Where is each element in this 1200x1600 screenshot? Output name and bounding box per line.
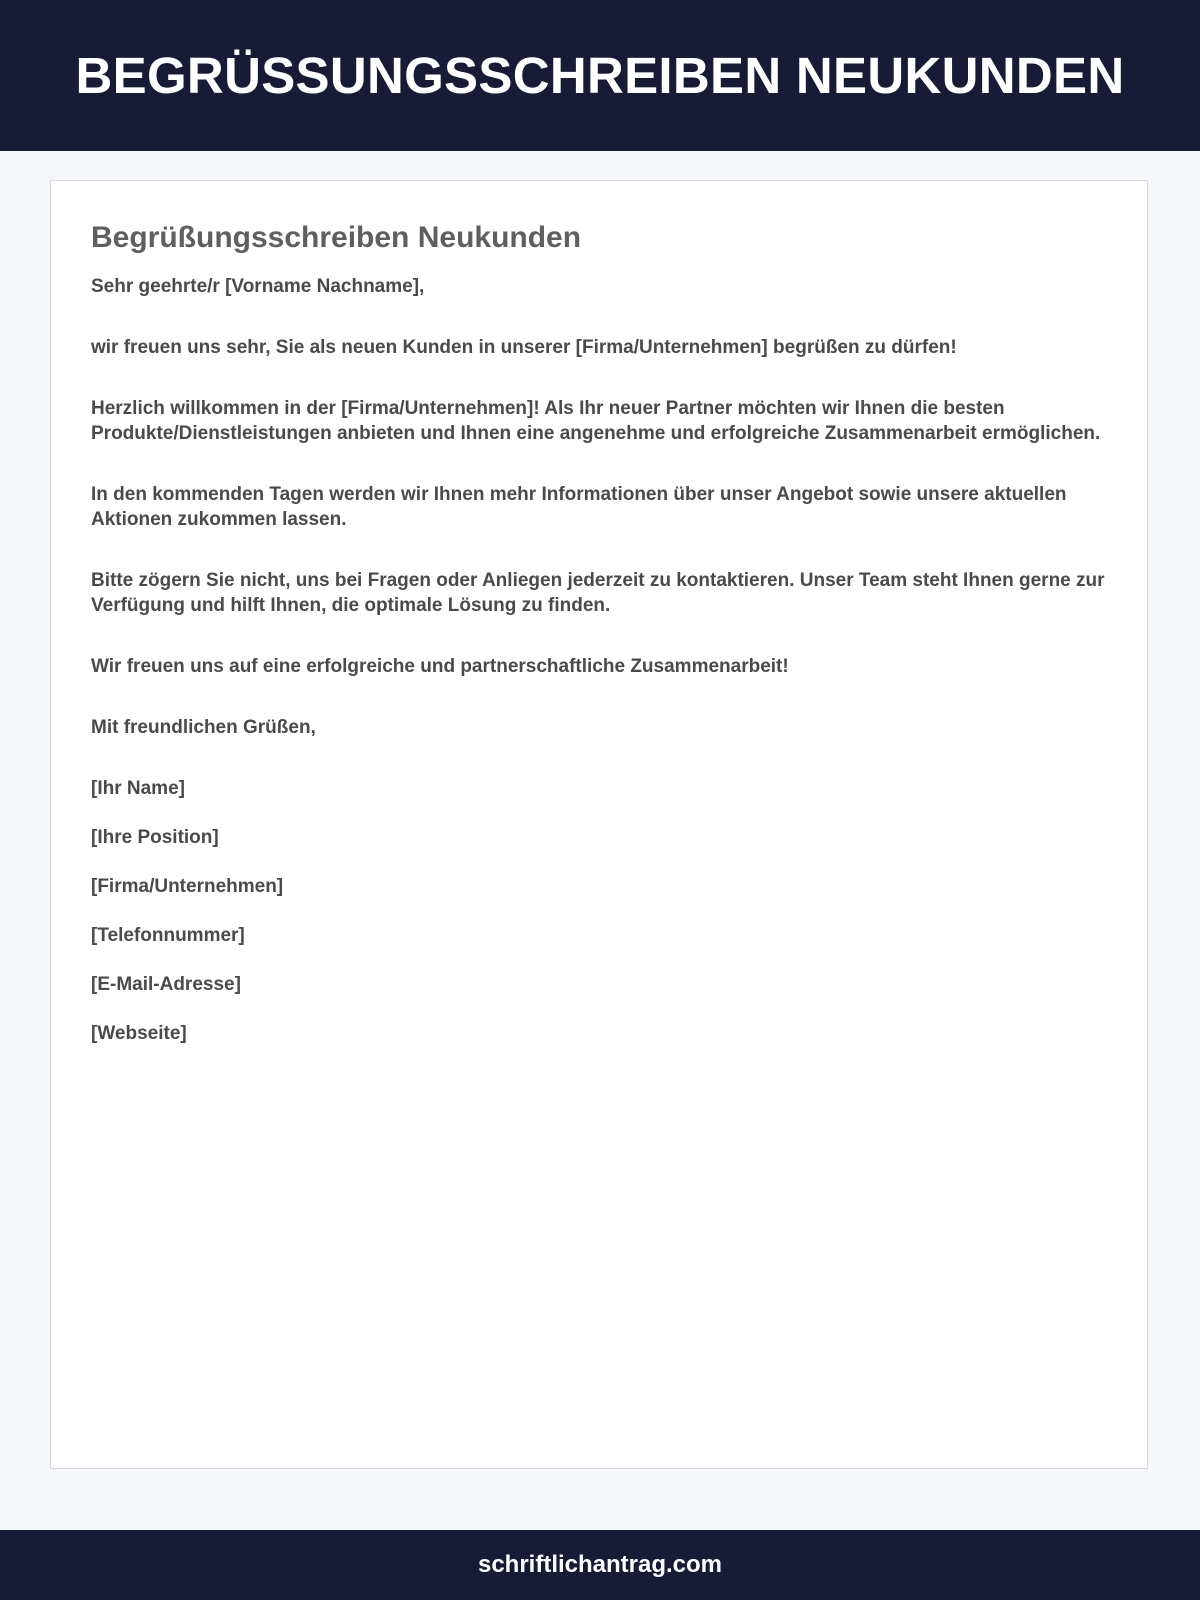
signature-phone: [Telefonnummer]: [91, 925, 245, 946]
signature-position: [Ihre Position]: [91, 827, 219, 848]
signature-block: [91, 776, 1107, 1046]
footer-site-link[interactable]: schriftlichantrag.com: [477, 1551, 723, 1578]
top-banner: [0, 0, 1200, 151]
letter-body: [51, 181, 1147, 1046]
salutation: Sehr geehrte/r [Vorname Nachname],: [91, 276, 425, 297]
closing: Mit freundlichen Grüßen,: [91, 717, 316, 738]
signature-website: [Webseite]: [91, 1023, 187, 1044]
letter-card: [50, 180, 1148, 1469]
paragraph-information: In den kommenden Tagen werden wir Ihnen mehr Informationen über unser Angebot sowie unsere aktuellen Aktionen zukommen lassen.: [91, 484, 1067, 530]
paragraph-partner: Herzlich willkommen in der [Firma/Unternehmen]! Als Ihr neuer Partner möchten wir Ihnen die besten Produkte/Dienstleistungen anbieten und Ihnen eine angenehme und erfolgreiche Zusammenarbeit ermöglichen.: [91, 398, 1101, 444]
paragraph-welcome: wir freuen uns sehr, Sie als neuen Kunden in unserer [Firma/Unternehmen] begrüßen zu dürfen!: [91, 337, 957, 358]
signature-email: [E-Mail-Adresse]: [91, 974, 241, 995]
paragraph-cooperation: Wir freuen uns auf eine erfolgreiche und partnerschaftliche Zusammenarbeit!: [91, 656, 789, 677]
letter-title: Begrüßungsschreiben Neukunden: [91, 221, 582, 254]
paragraph-contact: Bitte zögern Sie nicht, uns bei Fragen oder Anliegen jederzeit zu kontaktieren. Unser Team steht Ihnen gerne zur Verfügung und hilft Ihnen, die optimale Lösung zu finden.: [91, 570, 1105, 616]
footer-bar: [0, 1530, 1200, 1600]
banner-title: BEGRÜSSUNGSSCHREIBEN NEUKUNDEN: [75, 47, 1125, 104]
signature-company: [Firma/Unternehmen]: [91, 876, 284, 897]
signature-name: [Ihr Name]: [91, 778, 185, 799]
